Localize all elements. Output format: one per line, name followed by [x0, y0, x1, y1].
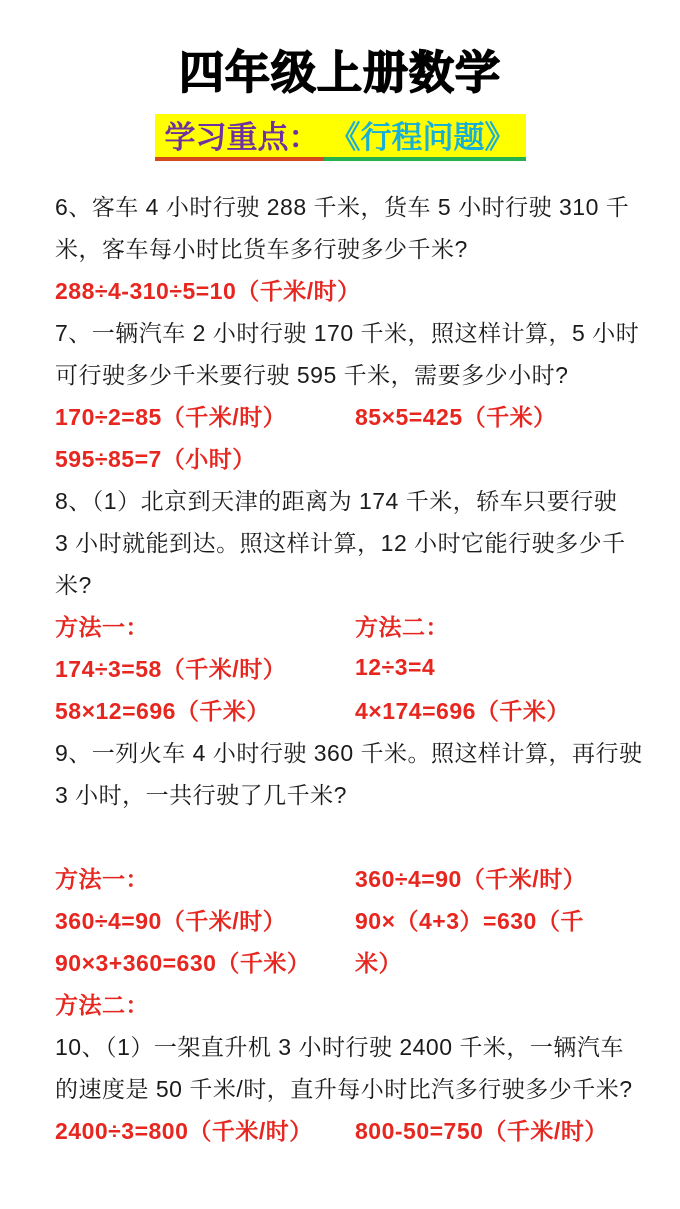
banner-label: 学习重点： [155, 114, 324, 161]
focus-banner-row [0, 114, 680, 161]
question-line [55, 226, 640, 268]
answer-line [55, 1108, 640, 1150]
answer-line [55, 436, 640, 478]
answer-line [55, 856, 640, 898]
answer-right-column: 90×（4+3）=630（千 [355, 907, 584, 934]
focus-banner [155, 114, 526, 161]
answer-left-column: 方法一： [55, 865, 149, 892]
question-line [55, 772, 640, 814]
answer-left-column: 58×12=696（千米） [55, 697, 270, 724]
answer-left-column: 2400÷3=800（千米/时） [55, 1117, 313, 1144]
answer-left-column: 方法一： [55, 613, 149, 640]
answer-right-column: 4×174=696（千米） [355, 697, 570, 724]
question-text: 6、客车 4 小时行驶 288 千米，货车 5 小时行驶 310 千 [55, 193, 630, 220]
answer-right-column: 800-50=750（千米/时） [355, 1117, 608, 1144]
answer-right-column: 米） [355, 949, 402, 976]
answer-text: 595÷85=7（小时） [55, 445, 256, 472]
answer-left-column: 90×3+360=630（千米） [55, 949, 311, 976]
answer-text: 方法二： [55, 991, 149, 1018]
answer-text: 288÷4-310÷5=10（千米/时） [55, 277, 361, 304]
question-text: 7、一辆汽车 2 小时行驶 170 千米，照这样计算，5 小时 [55, 319, 640, 346]
question-text: 可行驶多少千米要行驶 595 千米，需要多少小时? [55, 361, 569, 388]
spacer-line [55, 814, 640, 856]
answer-line [55, 982, 640, 1024]
question-line [55, 1024, 640, 1066]
answer-left-column: 360÷4=90（千米/时） [55, 907, 287, 934]
answer-line [55, 268, 640, 310]
answer-right-column: 85×5=425（千米） [355, 403, 557, 430]
question-line [55, 478, 640, 520]
answer-line [55, 604, 640, 646]
question-text: 米? [55, 571, 92, 598]
question-line [55, 184, 640, 226]
question-line [55, 520, 640, 562]
question-line [55, 1066, 640, 1108]
question-line [55, 562, 640, 604]
question-line [55, 310, 640, 352]
question-text: 3 小时就能到达。照这样计算，12 小时它能行驶多少千 [55, 529, 626, 556]
answer-line [55, 688, 640, 730]
answer-right-column: 方法二： [355, 613, 449, 640]
answer-right-column: 360÷4=90（千米/时） [355, 865, 587, 892]
worksheet-body [0, 161, 680, 1150]
question-text: 9、一列火车 4 小时行驶 360 千米。照这样计算，再行驶 [55, 739, 643, 766]
answer-line [55, 898, 640, 940]
answer-right-column: 12÷3=4 [355, 653, 436, 680]
question-text: 的速度是 50 千米/时，直升每小时比汽多行驶多少千米? [55, 1075, 633, 1102]
answer-line [55, 646, 640, 688]
question-text: 3 小时，一共行驶了几千米? [55, 781, 347, 808]
banner-topic: 《行程问题》 [324, 114, 526, 161]
question-line [55, 730, 643, 772]
answer-line [55, 940, 640, 982]
page-title: 四年级上册数学 [178, 47, 501, 98]
answer-left-column: 174÷3=58（千米/时） [55, 655, 287, 682]
answer-left-column: 170÷2=85（千米/时） [55, 403, 287, 430]
question-text: 8、（1）北京到天津的距离为 174 千米，轿车只要行驶 [55, 487, 618, 514]
answer-line [55, 394, 640, 436]
question-text: 10、（1）一架直升机 3 小时行驶 2400 千米，一辆汽车 [55, 1033, 624, 1060]
question-line [55, 352, 640, 394]
question-text: 米，客车每小时比货车多行驶多少千米? [55, 235, 468, 262]
